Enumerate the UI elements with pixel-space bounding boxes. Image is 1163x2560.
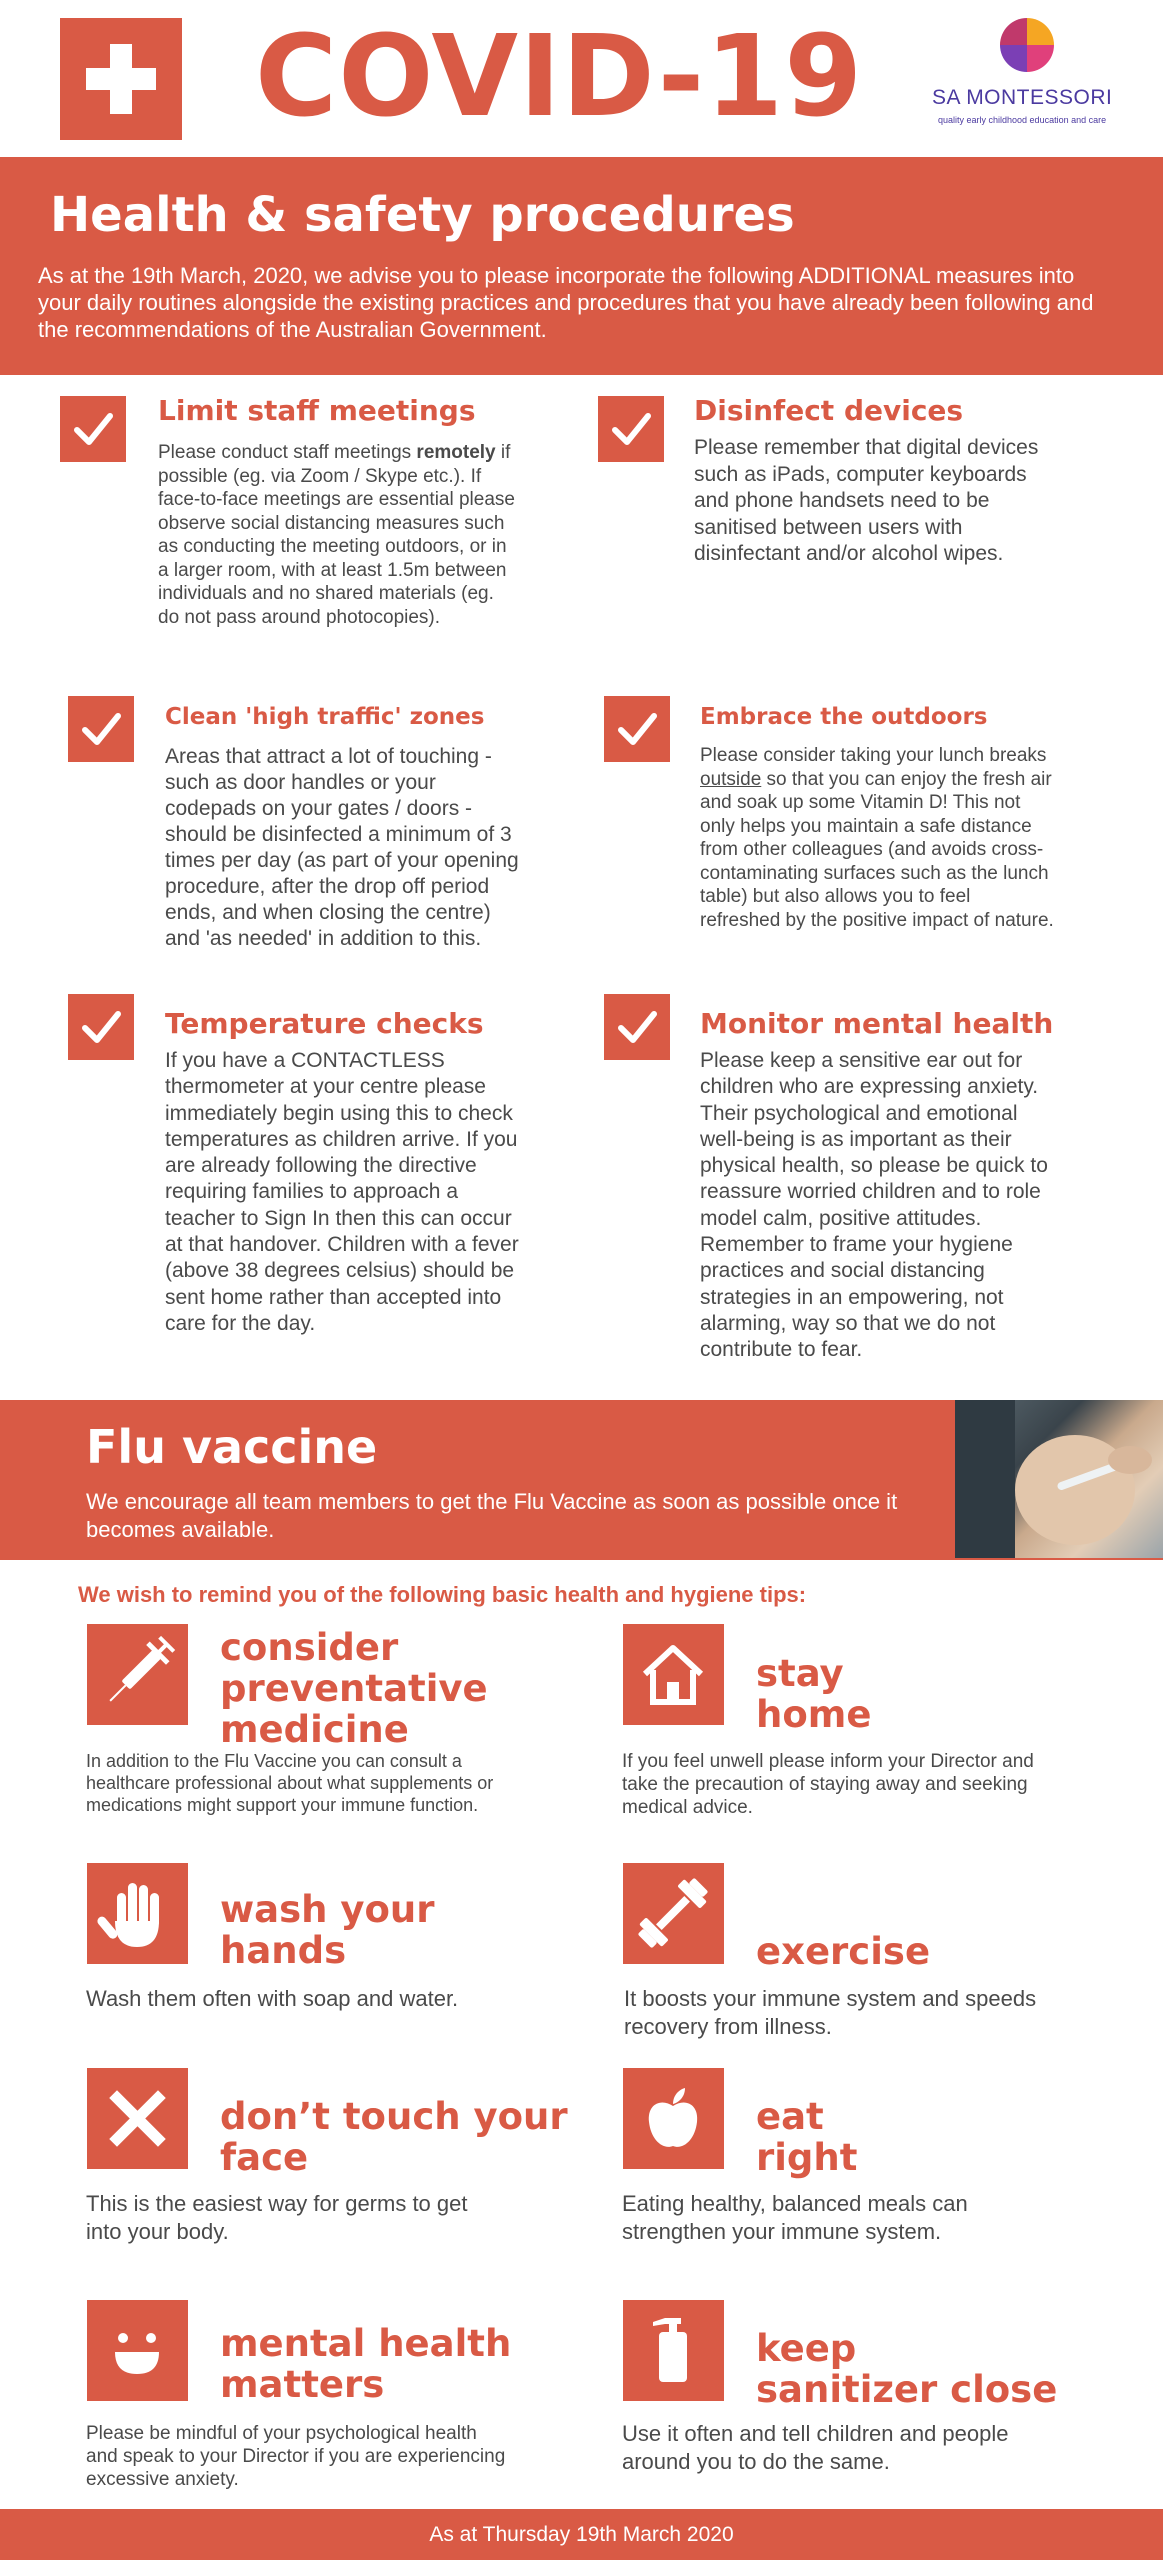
checkmark-icon	[598, 396, 664, 462]
procedure-text: Please keep a sensitive ear out for children who are expressing anxiety. Their psychological and emotional well-being is as important as their physical health, so please be quick to reassure worried children and to role model calm, positive attitudes. Remember to frame your hygiene practices and social distancing strategies in an empowering, not alarming, way so that we do not contribute to fear.	[700, 1049, 1048, 1362]
checkmark-icon	[604, 696, 670, 762]
logo-name: SA MONTESSORI	[932, 86, 1113, 109]
tip-text: In addition to the Flu Vaccine you can consult a healthcare professional about what supplements or medications might support your immune function.	[86, 1751, 494, 1815]
footer-date: As at Thursday 19th March 2020	[429, 2523, 734, 2546]
footer	[0, 2509, 1163, 2560]
procedure-text: Please remember that digital devices such as iPads, computer keyboards and phone handsets need to be sanitised between users with disinfectant and/or alcohol wipes.	[694, 436, 1039, 565]
tip-heading: keep sanitizer close	[756, 2327, 1058, 2411]
cross-x-icon	[87, 2068, 188, 2169]
procedure-heading: Embrace the outdoors	[700, 704, 988, 730]
section-heading: Health & safety procedures	[50, 187, 795, 243]
procedure-text: Areas that attract a lot of touching - such as door handles or your codepads on your gates / doors - should be disinfected a minimum of 3 times per day (as part of your opening procedure, after the drop off period ends, and when closing the centre) and 'as needed' in addition to this.	[165, 745, 519, 950]
flu-heading: Flu vaccine	[86, 1420, 378, 1474]
vaccination-photo	[955, 1400, 1163, 1558]
checkmark-icon	[60, 396, 126, 462]
tip-heading: exercise	[756, 1930, 931, 1973]
tip-heading: don’t touch your face	[220, 2095, 568, 2179]
checkmark-icon	[68, 994, 134, 1060]
procedure-heading: Disinfect devices	[694, 394, 964, 427]
syringe-icon	[87, 1624, 188, 1725]
procedure-heading: Temperature checks	[165, 1007, 484, 1040]
tip-heading: stay home	[756, 1652, 872, 1736]
procedure-text: If you have a CONTACTLESS thermometer at your centre please immediately begin using this to check temperatures as children arrive. If you are already following the directive requiring families to approach a teacher to Sign In then this can occur at that handover. Children with a fever (above 38 degrees celsius) should be sent home rather than accepted into care for the day.	[165, 1049, 519, 1335]
logo-icon	[1000, 18, 1054, 72]
procedure-heading: Monitor mental health	[700, 1007, 1054, 1040]
tip-heading: wash your hands	[220, 1888, 435, 1972]
tip-text: This is the easiest way for germs to get into your body.	[86, 2191, 468, 2244]
tip-text: Use it often and tell children and people around you to do the same.	[622, 2421, 1009, 2474]
procedure-heading: Limit staff meetings	[158, 394, 476, 427]
hand-icon	[87, 1863, 188, 1964]
dumbbell-icon	[623, 1863, 724, 1964]
home-icon	[623, 1624, 724, 1725]
smiley-icon	[87, 2300, 188, 2401]
checkmark-icon	[68, 696, 134, 762]
intro-text: As at the 19th March, 2020, we advise you to please incorporate the following ADDITIONAL measures into your daily routines alongside the existing practices and procedures that you have already been following and the recommendations of the Australian Government.	[38, 263, 1094, 342]
tip-heading: mental health matters	[220, 2322, 512, 2406]
tip-text: If you feel unwell please inform your Director and take the precaution of staying away and seeking medical advice.	[622, 1751, 1034, 1818]
sanitizer-icon	[623, 2300, 724, 2401]
tip-heading: consider preventative medicine	[220, 1626, 488, 1751]
tip-text: Eating healthy, balanced meals can strengthen your immune system.	[622, 2191, 968, 2244]
checkmark-icon	[604, 994, 670, 1060]
logo-tagline: quality early childhood education and care	[938, 115, 1107, 125]
tip-text: Wash them often with soap and water.	[86, 1986, 459, 2011]
tip-text: It boosts your immune system and speeds recovery from illness.	[624, 1986, 1037, 2039]
apple-icon	[623, 2068, 724, 2169]
intro-banner	[0, 157, 1163, 375]
page-title: COVID-19	[255, 12, 864, 142]
procedure-text: Please conduct staff meetings remotely if possible (eg. via Zoom / Skype etc.). If face-to-face meetings are essential please observe social distancing measures such as conducting the meeting outdoors, or in a larger room, with at least 1.5m between individuals and no shared materials (eg. do not pass around photocopies).	[158, 442, 515, 628]
tip-text: Please be mindful of your psychological health and speak to your Director if you are experiencing excessive anxiety.	[86, 2423, 506, 2490]
medical-cross-icon	[60, 18, 182, 140]
tip-heading: eat right	[756, 2095, 858, 2179]
procedure-text: Please consider taking your lunch breaks outside so that you can enjoy the fresh air and soak up some Vitamin D! This not only helps you maintain a safe distance from other colleagues (and avoids cross-contaminating surfaces such as the lunch table) but also allows you to feel refreshed by the positive impact of nature.	[700, 745, 1054, 931]
procedure-heading: Clean 'high traffic' zones	[165, 704, 485, 730]
flu-text: We encourage all team members to get the Flu Vaccine as soon as possible once it becomes available.	[86, 1489, 898, 1542]
reminder-heading: We wish to remind you of the following basic health and hygiene tips:	[78, 1582, 807, 1607]
